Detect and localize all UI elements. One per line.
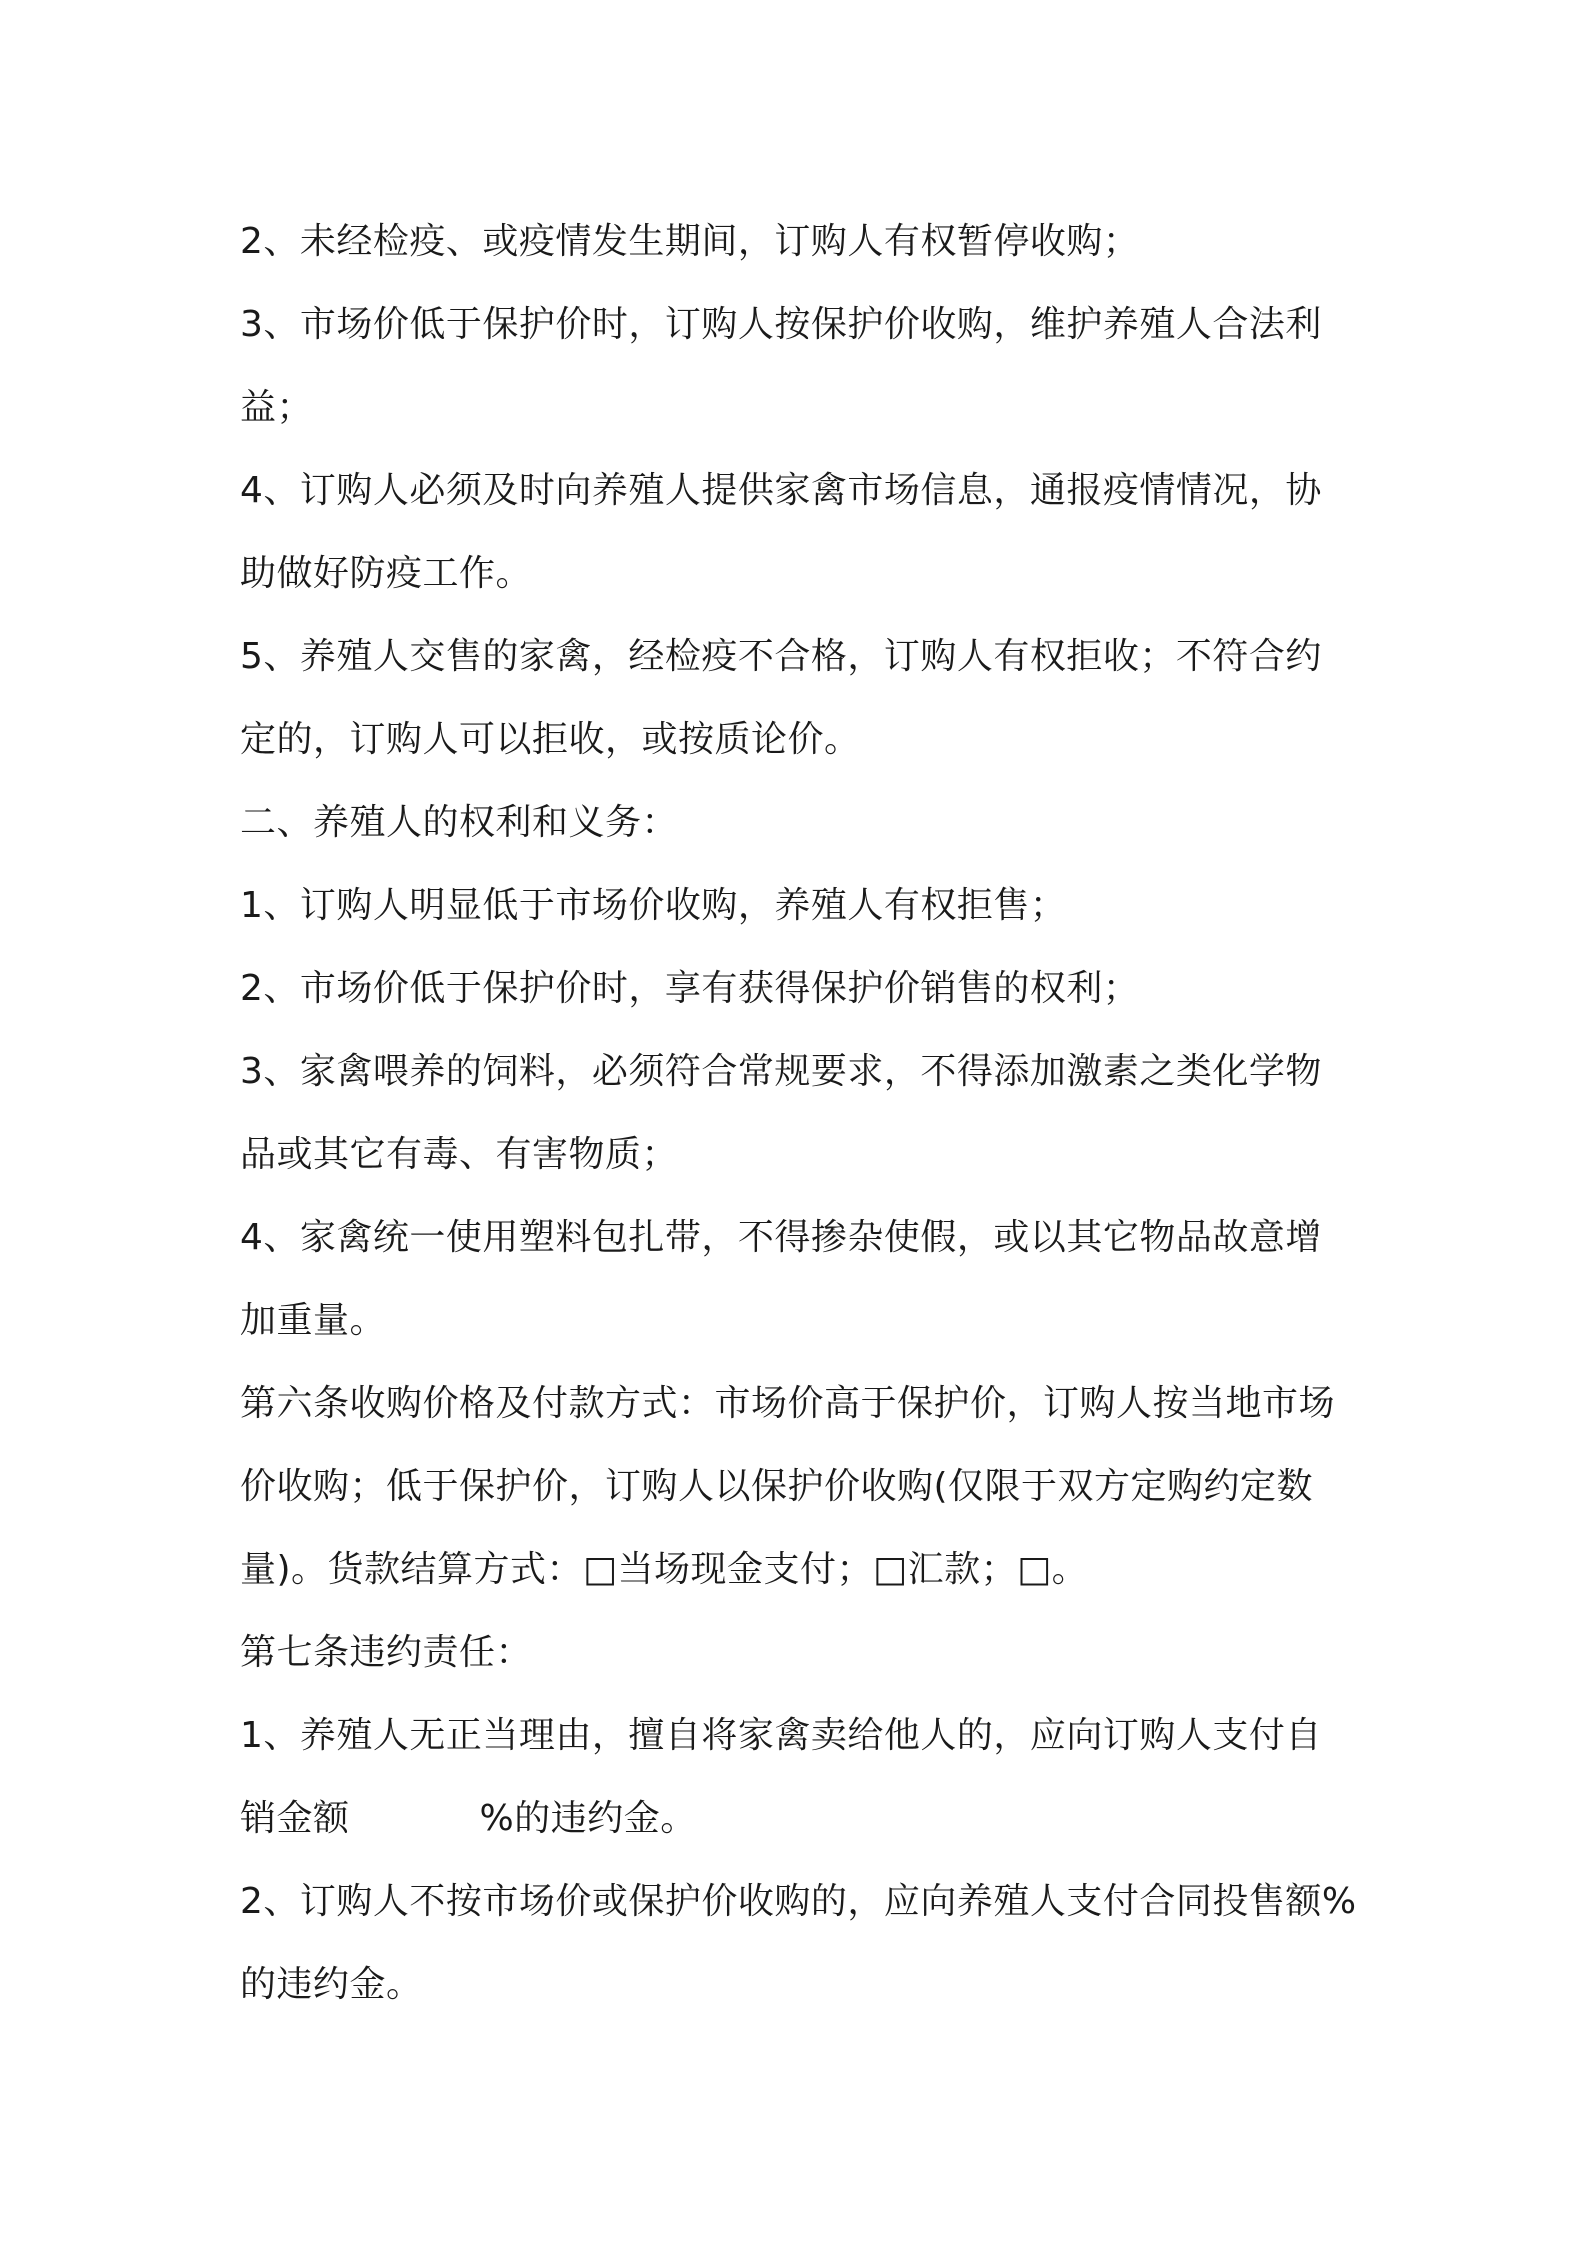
text-line: 1、订购人明显低于市场价收购，养殖人有权拒售；: [240, 885, 1067, 926]
text-line: 益；: [240, 387, 314, 428]
article-six-line: 第六条收购价格及付款方式：市场价高于保护价，订购人按当地市场: [240, 1383, 1336, 1424]
text-line: 助做好防疫工作。: [240, 553, 533, 594]
text-line: 5、养殖人交售的家禽，经检疫不合格，订购人有权拒收；不符合约: [240, 636, 1322, 677]
text-line: 4、订购人必须及时向养殖人提供家禽市场信息，通报疫情情况，协: [240, 470, 1322, 511]
article-seven-heading: 第七条违约责任：: [240, 1632, 533, 1673]
text-line: [240, 1777, 1360, 1860]
text-fragment: 销金额: [240, 1798, 350, 1839]
text-line: 4、家禽统一使用塑料包扎带，不得掺杂使假，或以其它物品故意增: [240, 1217, 1322, 1258]
text-line: 的违约金。: [240, 1964, 423, 2005]
text-line: 2、市场价低于保护价时，享有获得保护价销售的权利；: [240, 968, 1140, 1009]
text-line: 定的，订购人可以拒收，或按质论价。: [240, 719, 861, 760]
text-line: 价收购；低于保护价，订购人以保护价收购(仅限于双方定购约定数: [240, 1466, 1314, 1507]
text-line: 3、市场价低于保护价时，订购人按保护价收购，维护养殖人合法利: [240, 304, 1322, 345]
document-body: [240, 200, 1360, 2026]
payment-method-line: 量)。货款结算方式：□当场现金支付；□汇款；□。: [240, 1549, 1089, 1590]
text-fragment: %的违约金。: [479, 1798, 697, 1839]
text-line: 2、未经检疫、或疫情发生期间，订购人有权暂停收购；: [240, 221, 1140, 262]
text-line: 2、订购人不按市场价或保护价收购的，应向养殖人支付合同投售额%: [240, 1881, 1357, 1922]
text-line: 加重量。: [240, 1300, 387, 1341]
text-line: 品或其它有毒、有害物质；: [240, 1134, 679, 1175]
section-heading: 二、养殖人的权利和义务：: [240, 802, 679, 843]
text-line: 3、家禽喂养的饲料，必须符合常规要求，不得添加激素之类化学物: [240, 1051, 1322, 1092]
text-line: 1、养殖人无正当理由，擅自将家禽卖给他人的，应向订购人支付自: [240, 1715, 1322, 1756]
